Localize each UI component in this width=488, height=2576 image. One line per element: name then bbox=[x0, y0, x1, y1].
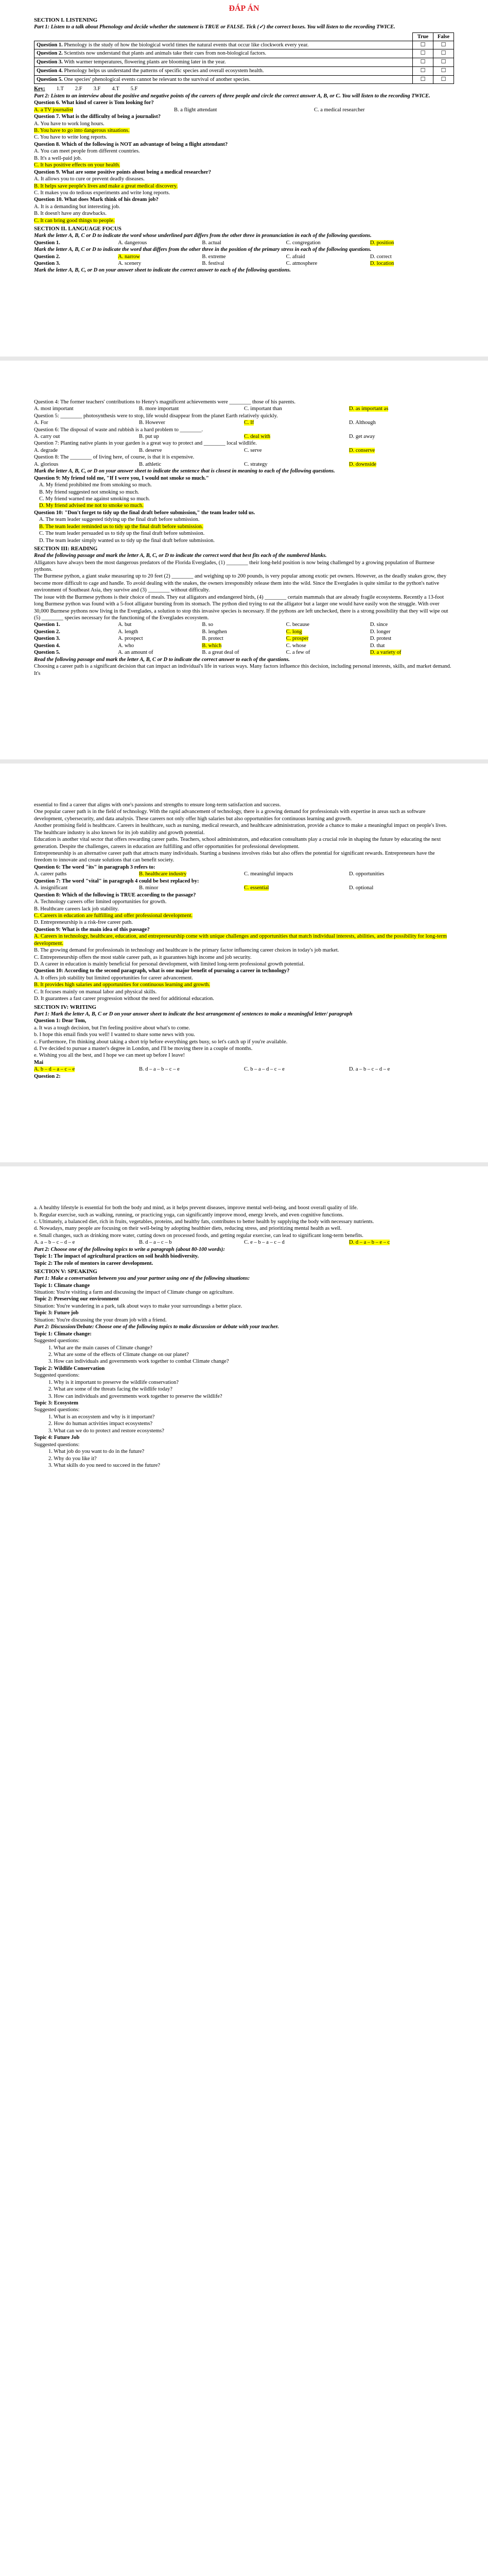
options-row bbox=[34, 642, 454, 649]
option[interactable]: A. It allows you to cure or prevent deadly diseases. bbox=[34, 176, 145, 182]
question-text: Question 8. Which of the following is NOT an advantage of being a flight attendant? bbox=[34, 141, 228, 147]
question-text: Question 4: The former teachers' contributions to Henry's magnificent achievements were ________ those of his parents. bbox=[34, 399, 296, 405]
sentence: e. Wishing you all the best, and I hope we can meet up before I leave! bbox=[34, 1053, 185, 1059]
option[interactable]: B. deserve bbox=[139, 447, 162, 453]
key-item: 2.F bbox=[75, 86, 82, 92]
option-answer[interactable]: A. narrow bbox=[118, 253, 140, 260]
passage-paragraph: Choosing a career path is a significant decision that can impact an individual's life in various ways. Many factors influence this decision, including personal interests, skills, and market demand. It's bbox=[34, 664, 451, 676]
question-text: Question 8: The ________ of living here, of course, is that it is expensive. bbox=[34, 454, 195, 461]
option[interactable]: B. festival bbox=[202, 260, 224, 266]
option[interactable]: D. longer bbox=[370, 629, 391, 635]
sentence: e. Small changes, such as drinking more water, cutting down on processed foods, and getting regular exercise, can lead to significant long-term benefits. bbox=[34, 1232, 363, 1239]
options-row bbox=[34, 621, 454, 628]
option[interactable]: B. minor bbox=[139, 885, 159, 891]
question-number: Question 5. bbox=[37, 76, 63, 82]
question-text: Question 9: My friend told me, "If I were you, I would not smoke so much." bbox=[34, 475, 209, 481]
question-text: Question 10: According to the second paragraph, what is one major benefit of pursuing a career in technology? bbox=[34, 968, 290, 974]
passage-paragraph: essential to find a career that aligns with one's passions and strengths to ensure long-term satisfaction and success. bbox=[34, 802, 281, 808]
option[interactable]: C. atmosphere bbox=[286, 260, 318, 266]
option[interactable]: C. meaningful impacts bbox=[244, 871, 293, 877]
option-answer[interactable]: A. Careers in technology, healthcare, education, and entrepreneurship come with unique challenges and opportunities that match individual interests, abilities, and the possibility for long-term development. bbox=[34, 934, 447, 946]
topic-heading: Topic 1: The impact of agricultural practices on soil health biodiversity. bbox=[34, 1253, 199, 1260]
list-item: 2. What are some of the effects of Climate change on our planet? bbox=[48, 1351, 189, 1358]
option[interactable]: B. lengthen bbox=[202, 629, 227, 635]
option[interactable]: D. The team leader simply wanted us to tidy up the final draft before submission. bbox=[39, 537, 215, 544]
instruction: Mark the letter A, B, C, or D on your answer sheet to indicate the sentence that is closest in meaning to each of the following questions. bbox=[34, 468, 335, 474]
option-answer[interactable]: A. b – d – a – c – e bbox=[34, 1066, 75, 1073]
passage-paragraph: The issue with the Burmese pythons is their choice of meals. They eat alligators and endangered birds, (4) ________ certain mammals that are already fragile ecosystems. Recently a 13-foot long Burmese python was found with a 5-foot alligator bursting from its stomach. The python died trying to eat the alligator but a larger one would have easily won the struggle. With over 30,000 Burmese pythons now living in the Everglades, a solution to stop this invasive species is necessary. If the pythons are left unchecked, there is a strong possibility that they will wipe out (5) ________ species necessary for the functioning of the Everglades ecosystem. bbox=[34, 594, 448, 621]
question-list bbox=[34, 1345, 454, 1365]
topic-heading: Topic 2: Preserving our environment bbox=[34, 1296, 119, 1302]
options-row bbox=[34, 871, 454, 877]
question-number: Question 1. bbox=[37, 42, 63, 48]
option[interactable]: C. whose bbox=[286, 642, 306, 649]
topic-heading: Topic 1: Climate change bbox=[34, 1282, 90, 1289]
option[interactable]: A. You have to work long hours. bbox=[34, 121, 104, 127]
option[interactable]: B. It's a well-paid job. bbox=[34, 155, 82, 161]
situation-text: Situation: You're discussing the your dream job with a friend. bbox=[34, 1317, 167, 1323]
option[interactable]: C. You have to write long reports. bbox=[34, 134, 108, 141]
table-row bbox=[34, 49, 454, 58]
false-checkbox[interactable]: ☐ bbox=[433, 49, 454, 58]
options-row bbox=[34, 1239, 454, 1246]
option[interactable]: C. It focuses mainly on manual labor and physical skills. bbox=[34, 989, 157, 995]
option[interactable]: D. since bbox=[370, 622, 388, 628]
question-number: Question 2. bbox=[37, 50, 63, 57]
document-title: ĐÁP ÁN bbox=[229, 4, 259, 13]
suggested-label: Suggested questions: bbox=[34, 1442, 80, 1448]
option[interactable]: B. d – a – b – c – e bbox=[139, 1066, 180, 1073]
option[interactable]: A. a – b – c – d – e bbox=[34, 1240, 75, 1246]
question-list bbox=[34, 1448, 454, 1469]
option[interactable]: A. length bbox=[118, 629, 138, 635]
options-row bbox=[34, 405, 454, 412]
table-row bbox=[34, 41, 454, 49]
list-item: 1. What job do you want to do in the future? bbox=[48, 1449, 145, 1455]
option-answer[interactable]: C. prosper bbox=[286, 636, 309, 642]
question-number: Question 3. bbox=[34, 260, 60, 266]
option[interactable]: C. strategy bbox=[244, 461, 268, 467]
section-heading: SECTION IV: WRITING bbox=[34, 1004, 97, 1010]
sentence: b. I hope this email finds you well! I wanted to share some news with you. bbox=[34, 1032, 195, 1038]
option[interactable]: C. a medical researcher bbox=[314, 107, 365, 113]
options-row bbox=[34, 461, 454, 468]
option[interactable]: D. optional bbox=[349, 885, 374, 891]
question-text: Question 10. What does Mark think of his dream job? bbox=[34, 197, 159, 203]
option[interactable]: A. Technology careers offer limited opportunities for growth. bbox=[34, 899, 167, 905]
option[interactable]: A. an amount of bbox=[118, 650, 153, 656]
statement-text: Scientists now understand that plants and animals take their cues from non-biological factors. bbox=[62, 50, 267, 57]
topic-heading: Topic 4: Future Job bbox=[34, 1435, 80, 1441]
option[interactable]: C. e – b – a – c – d bbox=[244, 1240, 285, 1246]
list-item: 3. How can individuals and governments work together to combat Climate change? bbox=[48, 1359, 229, 1365]
option[interactable]: D. get away bbox=[349, 434, 375, 440]
option[interactable]: A. glorious bbox=[34, 461, 59, 467]
instruction: Mark the letter A, B, C or D to indicate the word that differs from the other three in the position of the primary stress in each of the following questions. bbox=[34, 247, 372, 253]
question-number: Question 5. bbox=[34, 650, 60, 656]
option[interactable]: D. It guarantees a fast career progression without the need for additional education. bbox=[34, 996, 214, 1002]
sentence: c. Ultimately, a balanced diet, rich in fruits, vegetables, proteins, and healthy fats, contributes to better health by supplying the body with necessary nutrients. bbox=[34, 1219, 374, 1225]
answer-key-row bbox=[34, 86, 454, 92]
option[interactable]: B. so bbox=[202, 622, 213, 628]
question-number: Question 3. bbox=[34, 636, 60, 642]
true-checkbox[interactable]: ☐ bbox=[413, 58, 433, 67]
table-header-row bbox=[34, 32, 454, 41]
option[interactable]: A. carry out bbox=[34, 434, 60, 440]
table-row bbox=[34, 58, 454, 67]
sentence: d. I've decided to pursue a master's degree in London, and I'll be moving there in a couple of months. bbox=[34, 1045, 253, 1052]
options-row bbox=[34, 635, 454, 642]
statement-text: Phenology helps us understand the patterns of specific species and overall ecosystem health. bbox=[62, 67, 264, 74]
option[interactable]: B. put up bbox=[139, 434, 159, 440]
option-answer[interactable]: D. My friend advised me not to smoke so much. bbox=[39, 503, 144, 509]
topic-heading: Topic 2: The role of mentors in career development. bbox=[34, 1260, 153, 1266]
instruction: Part 2: Discussion/Debate: Choose one of the following topics to make discussion or debate with your teacher. bbox=[34, 1324, 279, 1330]
option[interactable]: A. For bbox=[34, 420, 48, 426]
key-item: 3.F bbox=[93, 86, 101, 92]
list-item: 3. How can individuals and governments work together to preserve the wildlife? bbox=[48, 1393, 222, 1399]
key-item: 4.T bbox=[112, 86, 119, 92]
true-checkbox[interactable]: ☐ bbox=[413, 41, 433, 49]
instruction: Part 1: Listen to a talk about Phenology and decide whether the statement is TRUE or FALSE. Tick (✓) the correct boxes. You will listen to the recording TWICE. bbox=[34, 24, 395, 30]
option[interactable]: C. serve bbox=[244, 447, 262, 453]
page-break bbox=[0, 357, 488, 361]
sentence: b. Regular exercise, such as walking, running, or practicing yoga, can significantly improve mood, energy levels, and even cognitive functions. bbox=[34, 1212, 344, 1218]
topic-heading: Topic 3: Ecosystem bbox=[34, 1400, 78, 1406]
question-text: Question 6: The word "its" in paragraph 3 refers to: bbox=[34, 864, 155, 870]
true-checkbox[interactable]: ☐ bbox=[413, 75, 433, 84]
option-answer[interactable]: C. deal with bbox=[244, 434, 271, 440]
option[interactable]: B. more important bbox=[139, 406, 179, 412]
option[interactable]: B. My friend suggested not smoking so much. bbox=[39, 489, 139, 495]
question-text: Question 9. What are some positive points about being a medical researcher? bbox=[34, 169, 211, 175]
false-checkbox[interactable]: ☐ bbox=[433, 75, 454, 84]
passage-paragraph: Entrepreneurship is an alternative career path that attracts many individuals. Starting a business involves risks but also offers the potential for significant rewards. Entrepreneurs have the freedom to innovate and create solutions that can benefit society. bbox=[34, 851, 435, 863]
option[interactable]: B. a great deal of bbox=[202, 650, 239, 656]
false-checkbox[interactable]: ☐ bbox=[433, 41, 454, 49]
true-checkbox[interactable]: ☐ bbox=[413, 49, 433, 58]
question-text: Question 2: bbox=[34, 1073, 61, 1079]
option[interactable]: B. actual bbox=[202, 240, 221, 246]
sentence: a. A healthy lifestyle is essential for both the body and mind, as it helps prevent diseases, improve mental well-being, and boost overall quality of life. bbox=[34, 1205, 358, 1211]
situation-text: Situation: You're wandering in a park, talk about ways to make your surroundings a better place. bbox=[34, 1303, 242, 1309]
instruction: Part 1: Make a conversation between you and your partner using one of the following situations: bbox=[34, 1276, 250, 1282]
suggested-label: Suggested questions: bbox=[34, 1338, 80, 1344]
option-answer[interactable]: D. downside bbox=[349, 461, 377, 467]
section-heading: SECTION I. LISTENING bbox=[34, 17, 98, 23]
passage-paragraph: Another promising field is healthcare. Careers in healthcare, such as nursing, medical research, and healthcare administration, provide a chance to make a meaningful impact on people's lives. The healthcare industry is also known for its job stability and growth potential. bbox=[34, 823, 447, 836]
false-checkbox[interactable]: ☐ bbox=[433, 66, 454, 75]
options-row bbox=[34, 107, 454, 113]
option-answer[interactable]: A. a TV journalist bbox=[34, 107, 74, 113]
question-number: Question 4. bbox=[37, 67, 63, 74]
option[interactable]: A. most important bbox=[34, 406, 74, 412]
question-number: Question 1. bbox=[34, 622, 60, 628]
option-answer[interactable]: D. conserve bbox=[349, 447, 375, 453]
option-answer[interactable]: C. Careers in education are fulfilling and offer professional development. bbox=[34, 912, 193, 919]
question-text: Question 7: Planting native plants in your garden is a great way to protect and ________ local wildlife. bbox=[34, 440, 257, 447]
option[interactable]: B. extreme bbox=[202, 253, 226, 260]
list-item: 2. How do human activities impact ecosystems? bbox=[48, 1421, 153, 1427]
instruction: Mark the letter A, B, C, or D on your answer sheet to indicate the correct answer to each of the following questions. bbox=[34, 267, 291, 274]
option[interactable]: A. It is a demanding but interesting job. bbox=[34, 204, 120, 210]
page-break bbox=[0, 759, 488, 764]
option[interactable]: A. scenery bbox=[118, 260, 142, 266]
options-row bbox=[34, 885, 454, 891]
option[interactable]: C. afraid bbox=[286, 253, 305, 260]
option[interactable]: A. It offers job stability but limited opportunities for career advancement. bbox=[34, 975, 193, 981]
question-text: Question 6. What kind of career is Tom looking for? bbox=[34, 100, 154, 106]
sentence: a. It was a tough decision, but I'm feeling positive about what's to come. bbox=[34, 1025, 190, 1031]
option[interactable]: D. Although bbox=[349, 420, 376, 426]
option-answer[interactable]: B. It helps save people's lives and make a great medical discovery. bbox=[34, 183, 178, 189]
question-text: Question 7: The word "vital" in paragraph 4 could be best replaced by: bbox=[34, 878, 199, 884]
option-answer[interactable]: C. It can bring good things to people. bbox=[34, 217, 115, 224]
options-row bbox=[34, 447, 454, 454]
option[interactable]: A. insignificant bbox=[34, 885, 68, 891]
option[interactable]: D. a – b – c – d – e bbox=[349, 1066, 390, 1073]
list-item: 2. What are some of the threats facing the wildlife today? bbox=[48, 1386, 172, 1393]
situation-text: Situation: You're visiting a farm and discussing the impact of Climate change on agriculture. bbox=[34, 1290, 234, 1296]
topic-heading: Topic 1: Climate change: bbox=[34, 1331, 92, 1337]
passage-paragraph: One popular career path is in the field of technology. With the rapid advancement of technology, there is a growing demand for professionals with expertise in areas such as software development, cybersecurity, and data analysis. These careers not only offer high salaries but also opportunities for continuous learning and growth. bbox=[34, 809, 426, 822]
instruction: Mark the letter A, B, C or D to indicate the word whose underlined part differs from the other three in pronunciation in each of the following questions. bbox=[34, 233, 372, 239]
option[interactable]: D. correct bbox=[370, 253, 392, 260]
option[interactable]: C. b – a – d – c – e bbox=[244, 1066, 285, 1073]
question-number: Question 2. bbox=[34, 253, 60, 260]
passage-paragraph: Education is another vital sector that offers rewarding career paths. Teachers, school administrators, and education consultants play a crucial role in shaping the future by educating the next generation. Despite the challenges, careers in education are fulfilling and offer opportunities for professional development. bbox=[34, 837, 441, 850]
column-header-false: False bbox=[433, 32, 454, 41]
suggested-label: Suggested questions: bbox=[34, 1407, 80, 1413]
option[interactable]: A. dangerous bbox=[118, 240, 147, 246]
key-label: Key: bbox=[34, 86, 45, 92]
option-answer[interactable]: C. essential bbox=[244, 885, 269, 891]
instruction: Part 2: Listen to an interview about the positive and negative points of the careers of three people and circle the correct answer A, B, or C. You will listen to the recording TWICE. bbox=[34, 93, 430, 99]
option[interactable]: B. However bbox=[139, 420, 165, 426]
options-row bbox=[34, 260, 454, 267]
question-list bbox=[34, 1379, 454, 1400]
list-item: 2. Why do you like it? bbox=[48, 1455, 97, 1462]
options-row bbox=[34, 433, 454, 440]
option[interactable]: C. important than bbox=[244, 406, 282, 412]
option[interactable]: A. My friend prohibited me from smoking so much. bbox=[39, 482, 152, 488]
section-heading: SECTION III: READING bbox=[34, 546, 98, 552]
question-text: Question 8: Which of the following is TRUE according to the passage? bbox=[34, 892, 196, 898]
suggested-label: Suggested questions: bbox=[34, 1372, 80, 1379]
option[interactable]: A. degrade bbox=[34, 447, 58, 453]
option-answer[interactable]: C. long bbox=[286, 629, 302, 635]
option[interactable]: B. protect bbox=[202, 636, 223, 642]
true-false-table bbox=[34, 32, 454, 84]
topic-heading: Topic 3: Future job bbox=[34, 1310, 79, 1316]
instruction: Part 1: Mark the letter A, B, C or D on your answer sheet to indicate the best arrangement of sentences to make a meaningful letter/ paragraph bbox=[34, 1011, 353, 1017]
option[interactable]: A. prospect bbox=[118, 636, 143, 642]
option[interactable]: C. congregation bbox=[286, 240, 321, 246]
option[interactable]: B. athletic bbox=[139, 461, 162, 467]
option[interactable]: C. My friend warned me against smoking so much. bbox=[39, 496, 150, 502]
page-break bbox=[0, 1162, 488, 1166]
option[interactable]: A. You can meet people from different countries. bbox=[34, 148, 140, 155]
options-row bbox=[34, 419, 454, 426]
instruction: Read the following passage and mark the letter A, B, C or D to indicate the correct answer to each of the questions. bbox=[34, 656, 290, 663]
table-row bbox=[34, 75, 454, 84]
options-row bbox=[34, 649, 454, 656]
options-row bbox=[34, 1066, 454, 1073]
list-item: 1. What is an ecosystem and why is it important? bbox=[48, 1414, 155, 1420]
option-answer[interactable]: C. If bbox=[244, 420, 254, 426]
statement-text: With warmer temperatures, flowering plants are blooming later in the year. bbox=[62, 59, 226, 65]
option[interactable]: D. Entrepreneurship is a risk-free career path. bbox=[34, 920, 133, 926]
instruction: Read the following passage and mark the letter A, B, C, or D to indicate the correct word that best fits each of the numbered blanks. bbox=[34, 553, 327, 559]
false-checkbox[interactable]: ☐ bbox=[433, 58, 454, 67]
question-number: Question 3. bbox=[37, 59, 63, 65]
key-item: 1.T bbox=[56, 86, 64, 92]
question-text: Question 7. What is the difficulty of being a journalist? bbox=[34, 114, 161, 120]
options-row bbox=[34, 253, 454, 260]
question-text: Question 1: Dear Tom, bbox=[34, 1018, 86, 1024]
section-heading: SECTION II. LANGUAGE FOCUS bbox=[34, 226, 121, 232]
options-row bbox=[34, 629, 454, 635]
option-answer[interactable]: B. The team leader reminded us to tidy up the final draft before submission. bbox=[39, 523, 203, 530]
option-answer[interactable]: B. You have to go into dangerous situations. bbox=[34, 128, 130, 134]
option-answer[interactable]: D. a variety of bbox=[370, 650, 402, 656]
sentence: c. Furthermore, I'm thinking about taking a short trip before everything gets busy, so let's catch up if you're available. bbox=[34, 1039, 288, 1045]
table-row bbox=[34, 66, 454, 75]
option-answer[interactable]: D. d – a – b – e – c bbox=[349, 1240, 390, 1246]
statement-text: Phenology is the study of how the biological world times the natural events that occur like clockwork every year. bbox=[62, 42, 309, 48]
option-answer[interactable]: D. position bbox=[370, 240, 394, 246]
option[interactable]: B. The growing demand for professionals in technology and healthcare is the primary factor influencing career choices in today's job market. bbox=[34, 947, 339, 954]
option-answer[interactable]: B. which bbox=[202, 642, 222, 649]
section-heading: SECTION V: SPEAKING bbox=[34, 1268, 97, 1275]
option[interactable]: C. It makes you do tedious experiments and write long reports. bbox=[34, 190, 170, 196]
option[interactable]: B. It doesn't have any drawbacks. bbox=[34, 211, 107, 217]
true-checkbox[interactable]: ☐ bbox=[413, 66, 433, 75]
option[interactable]: A. The team leader suggested tidying up the final draft before submission. bbox=[39, 517, 200, 523]
option-answer[interactable]: B. healthcare industry bbox=[139, 871, 187, 877]
option-answer[interactable]: D. location bbox=[370, 260, 394, 266]
question-text: Question 10: "Don't forget to tidy up the final draft before submission," the team leader told us. bbox=[34, 510, 255, 516]
list-item: 1. Why is it important to preserve the wildlife conservation? bbox=[48, 1379, 179, 1385]
option[interactable]: C. Entrepreneurship offers the most stable career path, as it guarantees high income and job security. bbox=[34, 954, 252, 960]
question-number: Question 4. bbox=[34, 642, 60, 649]
option[interactable]: D. protest bbox=[370, 636, 392, 642]
option[interactable]: B. Healthcare careers lack job stability. bbox=[34, 906, 119, 912]
option[interactable]: D. A career in education is mainly beneficial for personal development, with limited long-term professional growth potential. bbox=[34, 961, 305, 968]
topic-heading: Topic 2: Wildlife Conservation bbox=[34, 1365, 105, 1371]
option[interactable]: D. that bbox=[370, 642, 385, 649]
list-item: 3. What skills do you need to succeed in the future? bbox=[48, 1462, 161, 1468]
column-header-true: True bbox=[413, 32, 433, 41]
question-text: Question 6: The disposal of waste and rubbish is a hard problem to ________. bbox=[34, 427, 203, 433]
instruction: Part 2: Choose one of the following topics to write a paragraph (about 80-100 words): bbox=[34, 1246, 225, 1252]
options-row bbox=[34, 240, 454, 246]
list-item: 1. What are the main causes of Climate change? bbox=[48, 1345, 152, 1351]
passage-paragraph: Alligators have always been the most dangerous predators of the Florida Everglades, (1) ________ their long-held position is now being challenged by a growing population of Burmese pythons. bbox=[34, 560, 435, 572]
option[interactable]: C. because bbox=[286, 622, 310, 628]
option[interactable]: C. The team leader persuaded us to tidy up the final draft before submission. bbox=[39, 531, 205, 537]
passage-paragraph: The Burmese python, a giant snake measuring up to 20 feet (2) ________ and weighing up to 200 pounds, is very popular among exotic pet owners. However, as the deadly snakes grow, they become more difficult to cage and handle. To avoid dealing with the snakes, the owners irresponsibly release them into the wild. Since the Everglades is quite similar to the python's native environment of Southeast Asia, they survive and (3) ________ without difficulty. bbox=[34, 573, 447, 594]
question-list bbox=[34, 1414, 454, 1434]
sentence: d. Nowadays, many people are focusing on their well-being by adopting healthier diets, reducing stress, and prioritizing mental health as well. bbox=[34, 1226, 342, 1232]
option[interactable]: B. d – a – c – b bbox=[139, 1240, 172, 1246]
option-answer[interactable]: B. It provides high salaries and opportunities for continuous learning and growth. bbox=[34, 982, 211, 988]
option[interactable]: C. a few of bbox=[286, 650, 310, 656]
option-answer[interactable]: D. as important as bbox=[349, 406, 389, 412]
option[interactable]: D. opportunities bbox=[349, 871, 385, 877]
option[interactable]: A. career paths bbox=[34, 871, 67, 877]
signature: Mai bbox=[34, 1059, 44, 1065]
option[interactable]: A. but bbox=[118, 622, 132, 628]
key-item: 5.F bbox=[130, 86, 138, 92]
option-answer[interactable]: C. It has positive effects on your health. bbox=[34, 162, 120, 168]
question-text: Question 5: ________ photosynthesis were to stop, life would disappear from the planet Earth relatively quickly. bbox=[34, 413, 278, 419]
option[interactable]: B. a flight attendant bbox=[174, 107, 217, 113]
option[interactable]: A. who bbox=[118, 642, 134, 649]
list-item: 3. What can we do to protect and restore ecosystems? bbox=[48, 1428, 164, 1434]
question-number: Question 2. bbox=[34, 629, 60, 635]
question-text: Question 9: What is the main idea of this passage? bbox=[34, 926, 150, 933]
question-number: Question 1. bbox=[34, 240, 60, 246]
statement-text: One species' phenological events cannot be relevant to the survival of another species. bbox=[62, 76, 251, 82]
